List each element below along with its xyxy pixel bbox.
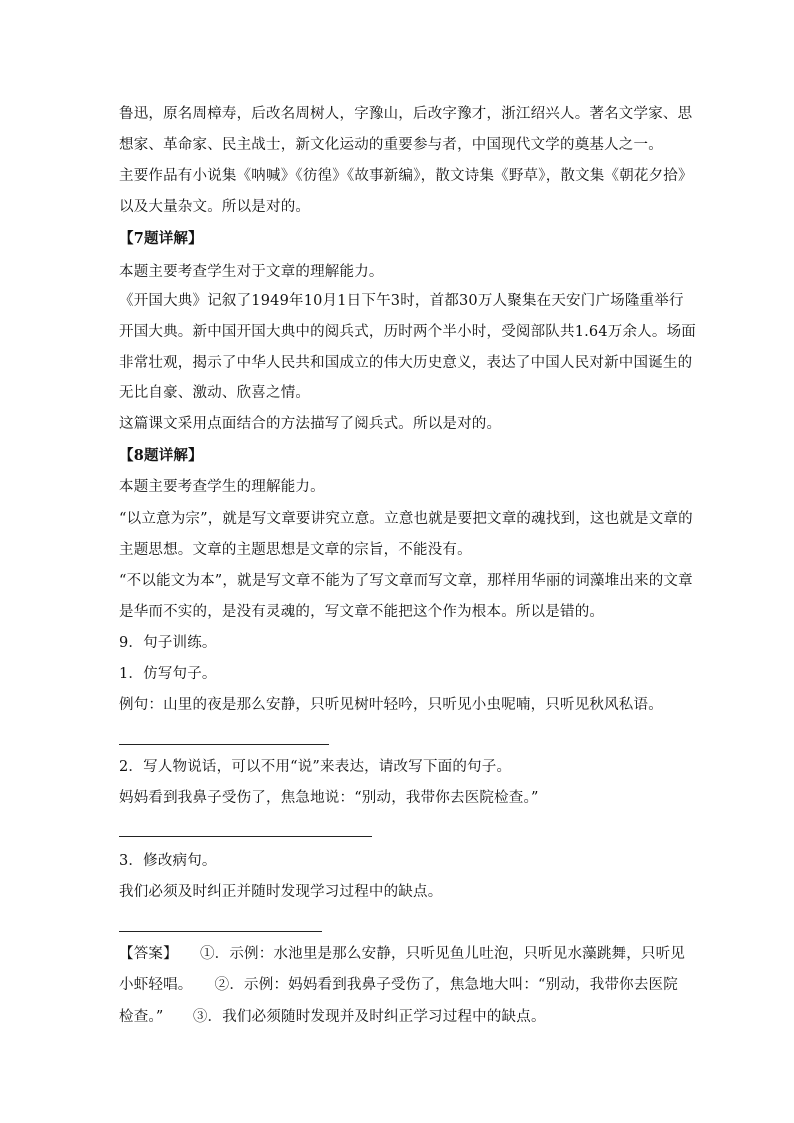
text-line: 妈妈看到我鼻子受伤了，焦急地说：“别动，我带你去医院检查。” <box>119 790 539 806</box>
answer-line: 检查。” ③．我们必须随时发现并及时纠正学习过程中的缺点。 <box>119 1009 546 1025</box>
answer-blank-line <box>119 744 329 745</box>
text-line: 鲁迅，原名周樟寿，后改名周树人，字豫山，后改字豫才，浙江绍兴人。著名文学家、思 <box>119 106 693 122</box>
answer-blank-line <box>119 836 372 837</box>
answer-line: 【答案】 ①．示例：水池里是那么安静，只听见鱼儿吐泡，只听见水藻跳舞，只听见 <box>119 946 686 962</box>
text-line: 我们必须及时纠正并随时发现学习过程中的缺点。 <box>119 884 443 900</box>
section-heading: 【8题详解】 <box>119 447 203 464</box>
section-heading: 【7题详解】 <box>119 230 203 247</box>
text-line: 开国大典。新中国开国大典中的阅兵式，历时两个半小时，受阅部队共1.64万余人。场面 <box>119 324 696 340</box>
text-line: 是华而不实的，是没有灵魂的，写文章不能把这个作为根本。所以是错的。 <box>119 604 605 620</box>
text-line: 《开国大典》记叙了1949年10月1日下午3时，首都30万人聚集在天安门广场隆重举行 <box>119 293 684 309</box>
text-line: 这篇课文采用点面结合的方法描写了阅兵式。所以是对的。 <box>119 416 502 432</box>
text-line: 非常壮观，揭示了中华人民共和国成立的伟大历史意义，表达了中国人民对新中国诞生的 <box>119 355 693 371</box>
text-line: 本题主要考查学生的理解能力。 <box>119 479 325 495</box>
text-line: 主要作品有小说集《呐喊》《彷徨》《故事新编》，散文诗集《野草》，散文集《朝花夕拾》 <box>119 168 693 184</box>
text-line: 本题主要考查学生对于文章的理解能力。 <box>119 264 384 280</box>
text-line: 主题思想。文章的主题思想是文章的宗旨，不能没有。 <box>119 542 472 558</box>
question-heading: 9．句子训练。 <box>119 635 217 651</box>
text-line: “以立意为宗”，就是写文章要讲究立意。立意也就是要把文章的魂找到，这也就是文章的 <box>119 511 693 527</box>
answer-line: 小虾轻唱。 ②．示例：妈妈看到我鼻子受伤了，焦急地大叫：“别动，我带你去医院 <box>119 977 678 993</box>
subquestion: 1．仿写句子。 <box>119 666 217 682</box>
answer-blank-line <box>119 931 322 932</box>
example-sentence: 例句：山里的夜是那么安静，只听见树叶轻吟，只听见小虫呢喃，只听见秋风私语。 <box>119 697 663 713</box>
text-line: 想家、革命家、民主战士，新文化运动的重要参与者，中国现代文学的奠基人之一。 <box>119 137 663 153</box>
text-line: 以及大量杂文。所以是对的。 <box>119 199 311 215</box>
subquestion: 2．写人物说话，可以不用“说”来表达，请改写下面的句子。 <box>119 759 512 775</box>
text-line: 无比自豪、激动、欣喜之情。 <box>119 385 311 401</box>
subquestion: 3．修改病句。 <box>119 853 217 869</box>
text-line: “不以能文为本”，就是写文章不能为了写文章而写文章，那样用华丽的词藻堆出来的文章 <box>119 573 693 589</box>
